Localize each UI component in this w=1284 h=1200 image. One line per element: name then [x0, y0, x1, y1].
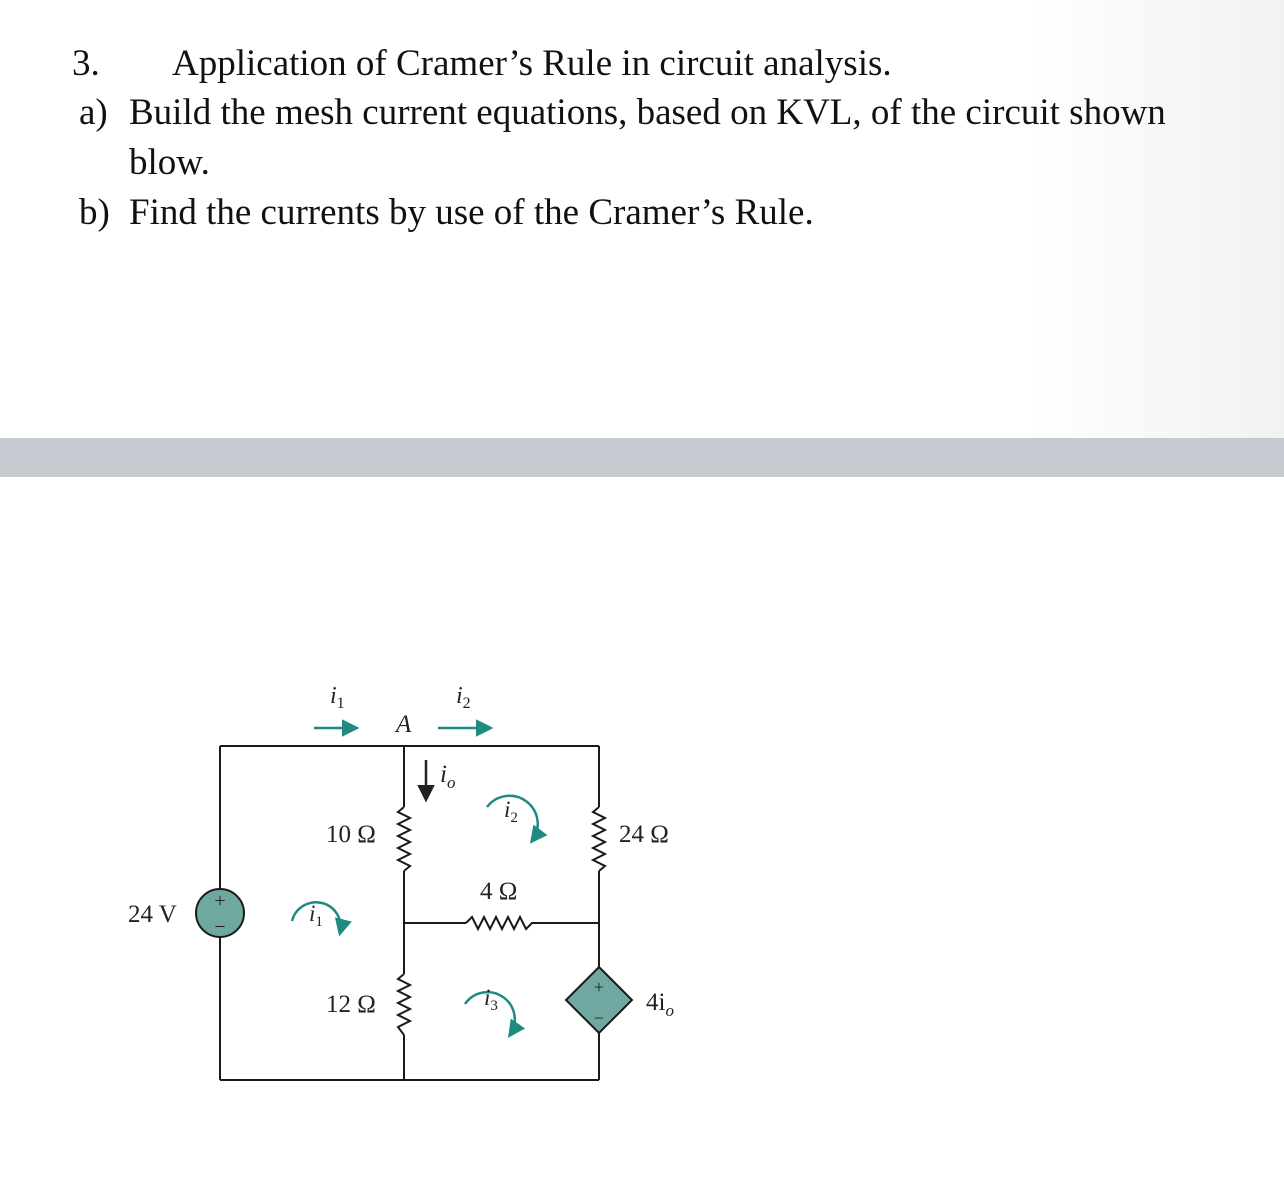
source-voltage-label: 24 V	[128, 901, 177, 928]
mesh-i3-label: $i_3$	[484, 985, 498, 1014]
dep-source-label: $4i_o$	[646, 989, 674, 1020]
node-a-label: A	[396, 711, 412, 738]
part-b-marker: b)	[79, 192, 110, 233]
part-a-marker: a)	[79, 92, 108, 133]
part-a-text-line1: Build the mesh current equations, based on KVL, of the circuit shown	[129, 92, 1166, 133]
mesh-i2-label: $i_2$	[504, 797, 518, 826]
dep-source-plus-sign: +	[593, 977, 605, 997]
page-divider	[0, 438, 1284, 477]
i1-top-label: $i_1$	[330, 683, 345, 712]
resistor-24-label: 24 Ω	[619, 821, 669, 848]
circuit-diagram	[0, 477, 1284, 1200]
i2-top-label: $i_2$	[456, 683, 471, 712]
resistor-24-ohm	[593, 807, 605, 871]
part-b-text: Find the currents by use of the Cramer’s Rule.	[129, 192, 814, 233]
circuit-wires	[220, 746, 599, 1080]
io-label: $i_o$	[440, 761, 456, 792]
resistor-10-label: 10 Ω	[326, 821, 376, 848]
problem-number: 3.	[72, 43, 100, 84]
resistor-4-ohm	[466, 917, 538, 929]
voltage-source-24v	[196, 889, 244, 938]
resistor-4-label: 4 Ω	[480, 878, 518, 905]
resistor-12-label: 12 Ω	[326, 991, 376, 1018]
problem-title: Application of Cramer’s Rule in circuit analysis.	[172, 43, 892, 84]
mesh-i1-label: $i_1$	[309, 901, 323, 930]
part-a-text-line2: blow.	[129, 142, 210, 183]
source-plus-sign: +	[214, 890, 226, 912]
resistor-12-ohm	[398, 974, 410, 1035]
dependent-voltage-source	[566, 967, 632, 1033]
resistor-10-ohm	[398, 807, 410, 871]
dep-source-minus-sign: −	[593, 1008, 605, 1028]
source-minus-sign: −	[214, 916, 226, 938]
